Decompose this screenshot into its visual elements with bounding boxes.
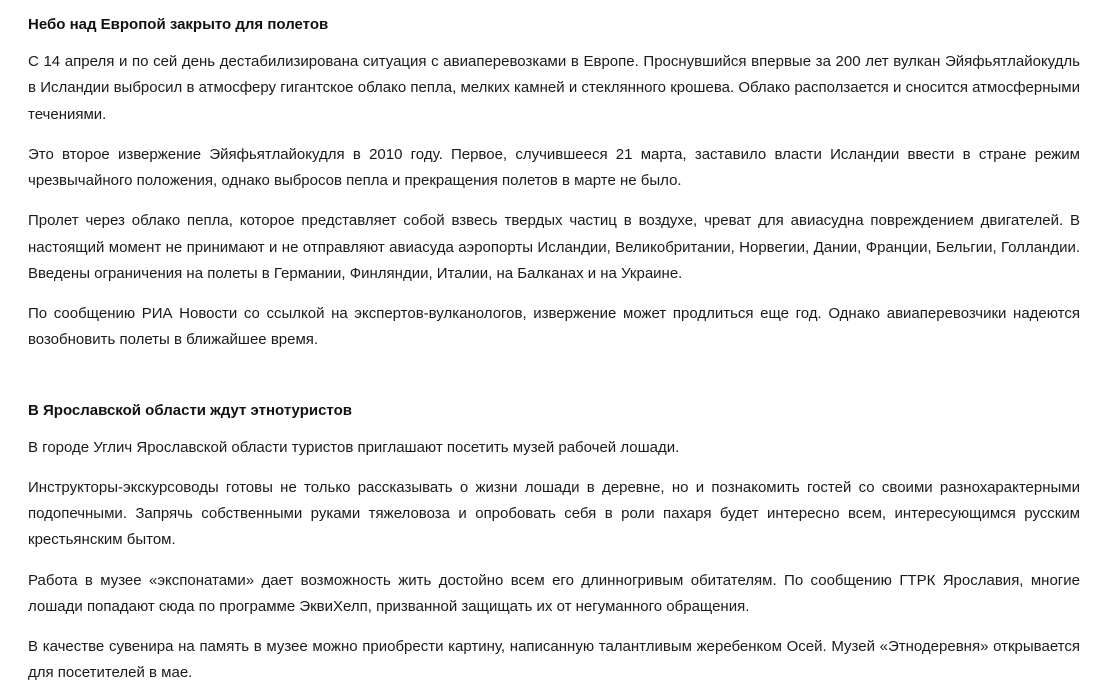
article-title: Небо над Европой закрыто для полетов (28, 16, 329, 33)
article-ethno-tourists (28, 400, 1080, 687)
paragraph: В качестве сувенира на память в музее можно приобрести картину, написанную талантливым жеребенком Осей. Музей «Этнодеревня» открывается для посетителей в мае. (28, 638, 1080, 682)
paragraph: В городе Углич Ярославской области туристов приглашают посетить музей рабочей лошади. (28, 438, 680, 456)
paragraph: Это второе извержение Эйяфьятлайокудля в 2010 году. Первое, случившееся 21 марта, заставило власти Исландии ввести в стране режим чрезвычайного положения, однако выбросов пепла и прекращения полетов в марте не было. (28, 145, 1080, 189)
paragraph: Пролет через облако пепла, которое представляет собой взвесь твердых частиц в воздухе, чреват для авиасудна повреждением двигателей. В настоящий момент не принимают и не отправляют авиасуда аэропорты Исландии, Великобритании, Норвегии, Дании, Франции, Бельгии, Голландии. Введены ограничения на полеты в Германии, Финляндии, Италии, на Балканах и на Украине. (28, 212, 1080, 282)
paragraph: По сообщению РИА Новости со ссылкой на экспертов-вулканологов, извержение может продлиться еще год. Однако авиаперевозчики надеются возобновить полеты в ближайшее время. (28, 305, 1080, 349)
paragraph: Работа в музее «экспонатами» дает возможность жить достойно всем его длинногривым обитателям. По сообщению ГТРК Ярославия, многие лошади попадают сюда по программе ЭквиХелп, призванной защищать их от негуманного обращения. (28, 571, 1080, 615)
article-europe-flights (28, 14, 1080, 354)
paragraph: С 14 апреля и по сей день дестабилизирована ситуация с авиаперевозками в Европе. Проснувшийся впервые за 200 лет вулкан Эйяфьятлайокудль в Исландии выбросил в атмосферу гигантское облако пепла, мелких камней и стеклянного крошева. Облако расползается и сносится атмосферными течениями. (28, 53, 1080, 123)
paragraph: Инструкторы-экскурсоводы готовы не только рассказывать о жизни лошади в деревне, но и познакомить гостей со своими разнохарактерными подопечными. Запрячь собственными руками тяжеловоза и опробовать себя в роли пахаря будет интересно всем, интересующимся русским крестьянским бытом. (28, 478, 1080, 549)
article-title: В Ярославской области ждут этнотуристов (28, 401, 352, 419)
